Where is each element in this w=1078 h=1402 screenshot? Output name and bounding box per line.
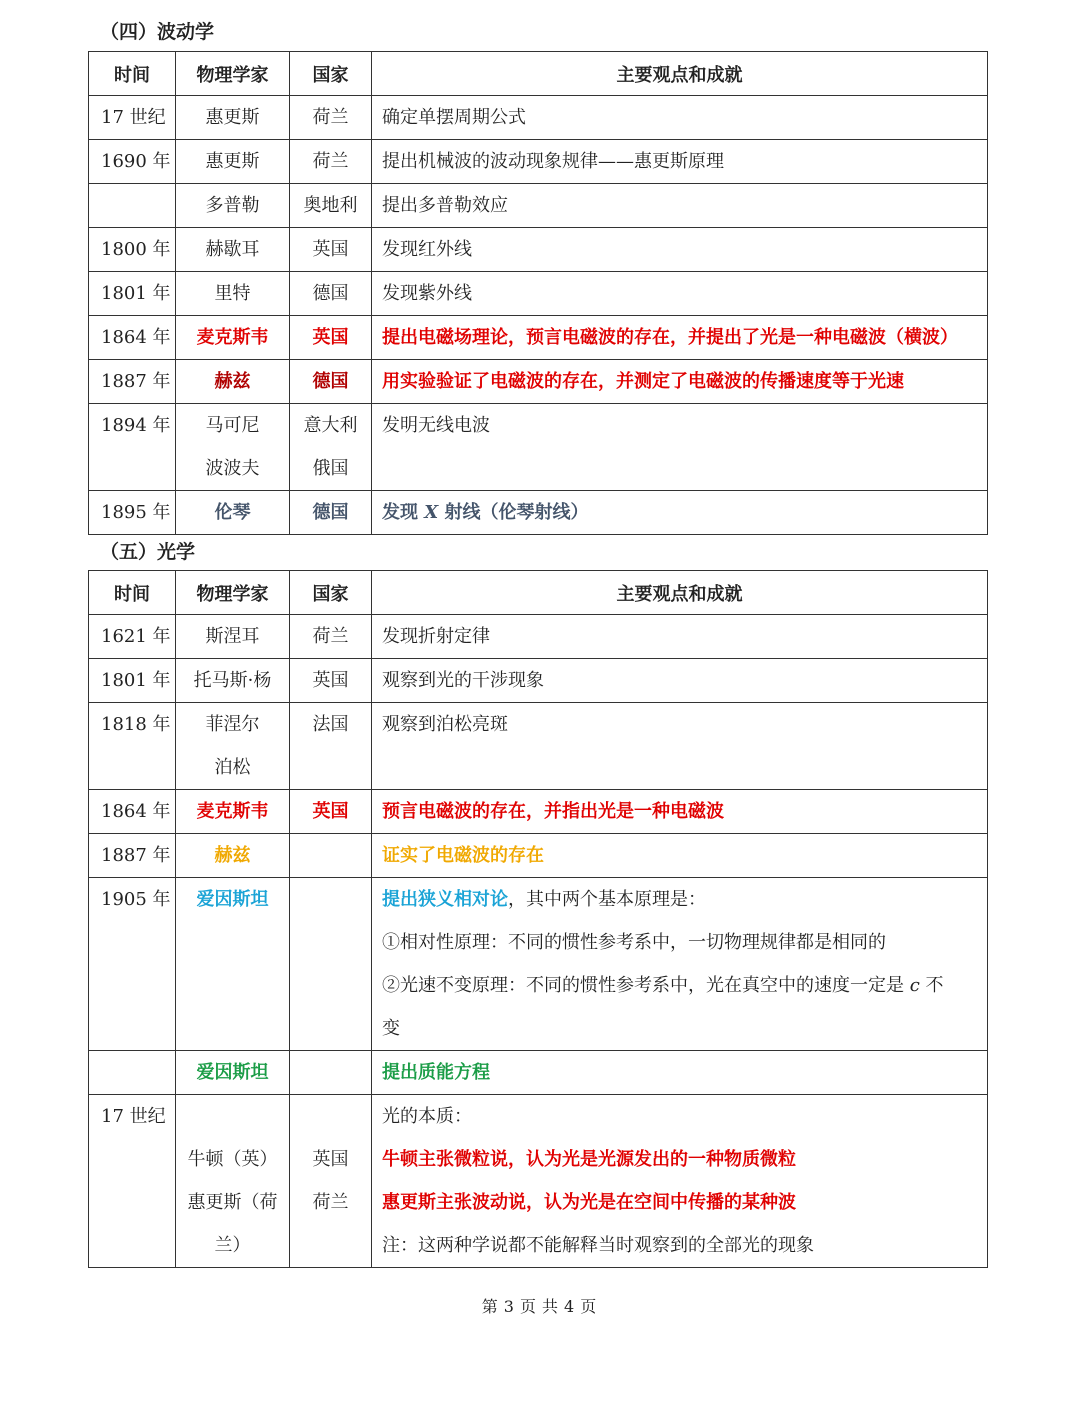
table-header-row bbox=[89, 571, 988, 615]
achievement-cell: 光的本质： bbox=[382, 1106, 472, 1127]
physicist-cell: 兰） bbox=[214, 1235, 251, 1256]
footer-page-number: 3 bbox=[503, 1297, 514, 1316]
physicist-cell: 泊松 bbox=[214, 757, 251, 778]
header-time: 时间 bbox=[89, 52, 176, 96]
time-cell: 1895 年 bbox=[101, 502, 171, 523]
achievement-cell: 提出机械波的波动现象规律——惠更斯原理 bbox=[382, 151, 724, 172]
achievement-text: 发现 bbox=[382, 502, 425, 523]
country-cell: 荷兰 bbox=[312, 107, 349, 128]
country-cell: 法国 bbox=[312, 714, 349, 735]
table-row bbox=[89, 615, 988, 659]
country-cell: 英国 bbox=[312, 327, 349, 348]
physicist-cell: 惠更斯 bbox=[205, 151, 260, 172]
achievement-cell: 提出电磁场理论，预言电磁波的存在，并提出了光是一种电磁波（横波） bbox=[382, 327, 958, 348]
time-cell: 1621 年 bbox=[101, 626, 171, 647]
country-cell: 荷兰 bbox=[312, 151, 349, 172]
section-title-wave: （四）波动学 bbox=[100, 21, 215, 43]
physicist-cell: 爱因斯坦 bbox=[196, 889, 269, 910]
country-cell: 英国 bbox=[312, 1149, 349, 1170]
table-row bbox=[89, 491, 988, 535]
physicist-cell: 马可尼 bbox=[205, 415, 260, 436]
time-cell: 17 世纪 bbox=[101, 107, 166, 128]
time-cell: 1801 年 bbox=[101, 670, 171, 691]
time-cell: 17 世纪 bbox=[101, 1106, 166, 1127]
achievement-cell: 预言电磁波的存在，并指出光是一种电磁波 bbox=[382, 801, 724, 822]
physicist-cell: 牛顿（英） bbox=[187, 1149, 278, 1170]
physicist-cell: 多普勒 bbox=[205, 195, 260, 216]
time-cell: 1801 年 bbox=[101, 283, 171, 304]
achievement-cell: 观察到光的干涉现象 bbox=[382, 670, 544, 691]
table-row bbox=[89, 790, 988, 834]
page-footer bbox=[0, 1294, 1078, 1317]
physicist-cell: 赫兹 bbox=[214, 845, 251, 866]
time-cell: 1905 年 bbox=[101, 889, 171, 910]
table-row bbox=[89, 1095, 988, 1268]
country-cell: 荷兰 bbox=[312, 1192, 349, 1213]
physicist-cell: 托马斯·杨 bbox=[193, 670, 272, 691]
achievement-text: ②光速不变原理：不同的惯性参考系中，光在真空中的速度一定是 bbox=[382, 975, 910, 996]
footer-page-unit: 页 bbox=[519, 1297, 536, 1316]
table-row bbox=[89, 659, 988, 703]
achievement-cell: 发明无线电波 bbox=[382, 415, 490, 436]
footer-total-number: 4 bbox=[564, 1297, 575, 1316]
physicist-cell: 赫兹 bbox=[214, 371, 251, 392]
physicist-cell: 菲涅尔 bbox=[205, 714, 260, 735]
x-symbol: X bbox=[424, 502, 439, 523]
achievement-cell: 观察到泊松亮斑 bbox=[382, 714, 508, 735]
physicist-cell: 爱因斯坦 bbox=[196, 1062, 269, 1083]
header-time: 时间 bbox=[89, 571, 176, 615]
achievement-cell: 提出质能方程 bbox=[382, 1062, 490, 1083]
principle-line bbox=[372, 964, 987, 1007]
physicist-cell: 赫歇耳 bbox=[205, 239, 260, 260]
physicist-cell: 里特 bbox=[214, 283, 251, 304]
time-cell bbox=[89, 184, 175, 227]
section-title-optics: （五）光学 bbox=[100, 541, 196, 563]
theory-line: 牛顿主张微粒说，认为光是光源发出的一种物质微粒 bbox=[382, 1149, 796, 1170]
country-cell bbox=[290, 1051, 371, 1094]
country-cell: 英国 bbox=[312, 239, 349, 260]
achievement-cell: 用实验验证了电磁波的存在，并测定了电磁波的传播速度等于光速 bbox=[382, 371, 904, 392]
achievement-cell: 发现紫外线 bbox=[382, 283, 472, 304]
physicist-cell: 麦克斯韦 bbox=[196, 801, 269, 822]
c-symbol: c bbox=[909, 975, 920, 996]
country-cell: 英国 bbox=[312, 801, 349, 822]
time-cell: 1887 年 bbox=[101, 371, 171, 392]
optics-table bbox=[88, 570, 988, 1268]
country-cell bbox=[290, 834, 371, 877]
header-physicist: 物理学家 bbox=[176, 52, 290, 96]
table-row bbox=[89, 316, 988, 360]
achievement-cell: 提出多普勒效应 bbox=[382, 195, 508, 216]
country-cell: 德国 bbox=[312, 371, 349, 392]
time-cell: 1818 年 bbox=[101, 714, 171, 735]
time-cell: 1894 年 bbox=[101, 415, 171, 436]
table-row bbox=[89, 834, 988, 878]
footer-total-unit: 页 bbox=[580, 1297, 597, 1316]
achievement-cell: 发现折射定律 bbox=[382, 626, 490, 647]
time-cell bbox=[89, 1051, 175, 1094]
country-cell: 英国 bbox=[312, 670, 349, 691]
physicist-cell: 斯涅耳 bbox=[205, 626, 260, 647]
table-row bbox=[89, 140, 988, 184]
header-achievement: 主要观点和成就 bbox=[372, 52, 988, 96]
table-header-row bbox=[89, 52, 988, 96]
table-row bbox=[89, 228, 988, 272]
country-cell: 意大利 bbox=[303, 415, 358, 436]
table-row bbox=[89, 184, 988, 228]
physicist-cell: 惠更斯（荷 bbox=[187, 1192, 278, 1213]
time-cell: 1864 年 bbox=[101, 801, 171, 822]
physicist-cell: 麦克斯韦 bbox=[196, 327, 269, 348]
country-cell: 德国 bbox=[312, 283, 349, 304]
achievement-cell: 发现红外线 bbox=[382, 239, 472, 260]
note-line: 注：这两种学说都不能解释当时观察到的全部光的现象 bbox=[382, 1235, 814, 1256]
time-cell: 1800 年 bbox=[101, 239, 171, 260]
table-row bbox=[89, 404, 988, 491]
country-cell: 荷兰 bbox=[312, 626, 349, 647]
table-row bbox=[89, 272, 988, 316]
achievement-cell bbox=[372, 491, 987, 534]
table-row bbox=[89, 703, 988, 790]
achievement-text: 不 bbox=[919, 975, 944, 996]
header-country: 国家 bbox=[290, 571, 372, 615]
physicist-cell: 波波夫 bbox=[205, 458, 260, 479]
achievement-cell: 确定单摆周期公式 bbox=[382, 107, 526, 128]
header-achievement: 主要观点和成就 bbox=[372, 571, 988, 615]
achievement-text: ，其中两个基本原理是： bbox=[508, 889, 706, 910]
country-cell: 德国 bbox=[312, 502, 349, 523]
time-cell: 1864 年 bbox=[101, 327, 171, 348]
header-country: 国家 bbox=[290, 52, 372, 96]
achievement-cell bbox=[372, 878, 987, 921]
time-cell: 1887 年 bbox=[101, 845, 171, 866]
achievement-highlight: 提出狭义相对论 bbox=[382, 889, 508, 910]
country-cell: 奥地利 bbox=[303, 195, 358, 216]
physicist-cell: 惠更斯 bbox=[205, 107, 260, 128]
physicist-cell: 伦琴 bbox=[214, 502, 251, 523]
table-row bbox=[89, 878, 988, 1051]
footer-page-word: 第 bbox=[481, 1297, 498, 1316]
time-cell: 1690 年 bbox=[101, 151, 171, 172]
table-row bbox=[89, 360, 988, 404]
wave-table bbox=[88, 51, 988, 535]
footer-total-word: 共 bbox=[542, 1297, 559, 1316]
principle-line: 变 bbox=[382, 1018, 400, 1039]
principle-line: ①相对性原理：不同的惯性参考系中，一切物理规律都是相同的 bbox=[382, 932, 886, 953]
achievement-text: 射线（伦琴射线） bbox=[438, 502, 589, 523]
country-cell: 俄国 bbox=[312, 458, 349, 479]
header-physicist: 物理学家 bbox=[176, 571, 290, 615]
theory-line: 惠更斯主张波动说，认为光是在空间中传播的某种波 bbox=[382, 1192, 796, 1213]
country-cell bbox=[290, 878, 371, 921]
achievement-cell: 证实了电磁波的存在 bbox=[382, 845, 544, 866]
table-row bbox=[89, 96, 988, 140]
table-row bbox=[89, 1051, 988, 1095]
